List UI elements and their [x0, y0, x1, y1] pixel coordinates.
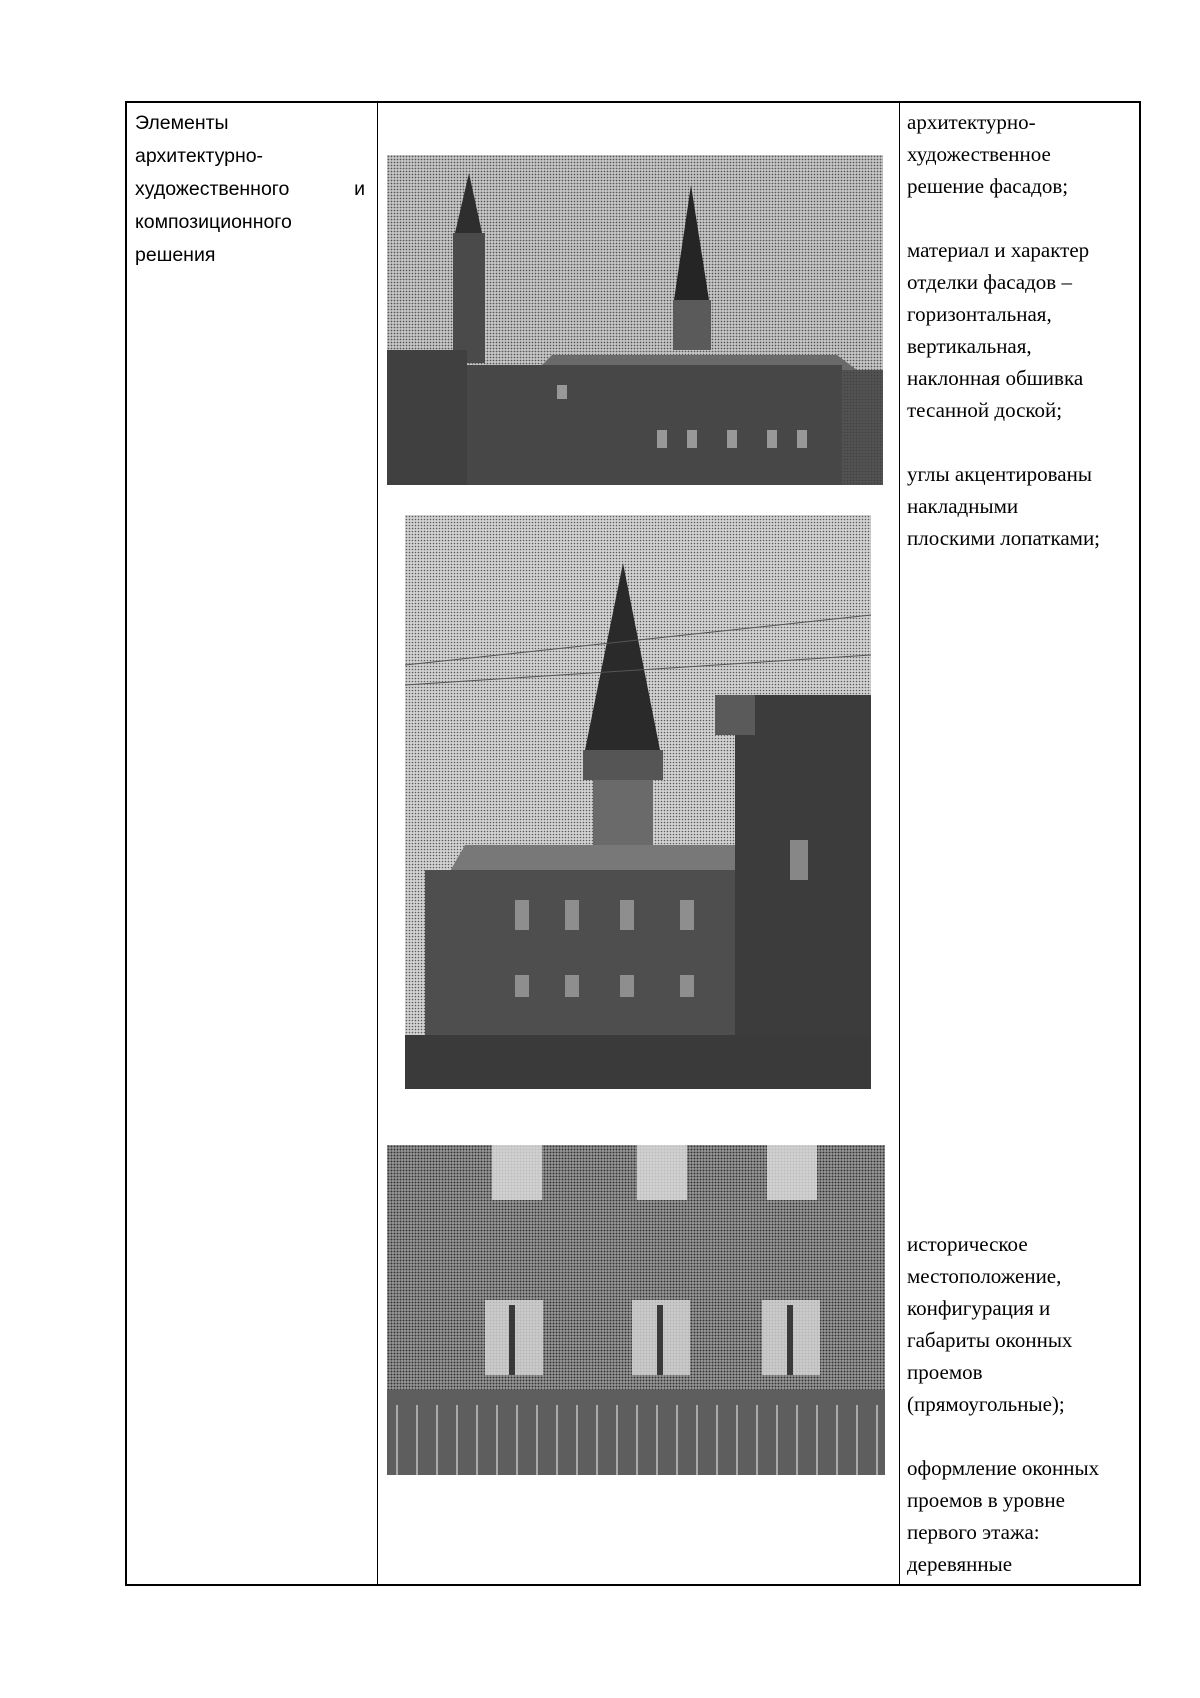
description-line: художественное: [907, 142, 1051, 166]
description-paragraph: [907, 458, 1139, 554]
criterion-word: художественного: [135, 178, 290, 200]
description-line: первого этажа:: [907, 1520, 1040, 1544]
criterion-line: Элементы: [135, 112, 229, 134]
criterion-line-justified: [135, 173, 365, 206]
description-line: местоположение,: [907, 1264, 1062, 1288]
description-line: материал и характер: [907, 238, 1090, 262]
description-line: решение фасадов;: [907, 174, 1069, 198]
description-line: деревянные: [907, 1552, 1013, 1576]
description-line: (прямоугольные);: [907, 1392, 1065, 1416]
photo-mosque-two-minarets-drawing: [387, 155, 883, 485]
document-table: [125, 101, 1141, 1586]
photo-mosque-minaret-closeup: [405, 515, 871, 1089]
column-divider-right: [899, 103, 900, 1584]
column-divider-left: [377, 103, 378, 1584]
description-line: тесанной доской;: [907, 398, 1063, 422]
description-line: проемов: [907, 1360, 983, 1384]
criterion-line: архитектурно-: [135, 145, 264, 167]
description-line: углы акцентированы: [907, 462, 1092, 486]
description-line: проемов в уровне: [907, 1488, 1065, 1512]
description-line: накладными: [907, 494, 1019, 518]
photo-facade-windows-drawing: [387, 1145, 885, 1475]
criterion-conjunction: и: [354, 178, 365, 200]
description-line: отделки фасадов –: [907, 270, 1072, 294]
photo-mosque-minaret-closeup-drawing: [405, 515, 871, 1089]
description-line: архитектурно-: [907, 110, 1036, 134]
description-line: вертикальная,: [907, 334, 1032, 358]
description-paragraph: [907, 234, 1139, 426]
description-line: наклонная обшивка: [907, 366, 1084, 390]
description-bottom: [907, 1228, 1139, 1580]
description-top: [907, 106, 1139, 554]
description-paragraph: [907, 106, 1139, 202]
description-line: габариты оконных: [907, 1328, 1073, 1352]
criterion-line: решения: [135, 244, 216, 266]
description-line: историческое: [907, 1232, 1028, 1256]
description-line: горизонтальная,: [907, 302, 1052, 326]
photo-mosque-two-minarets: [387, 155, 883, 485]
description-paragraph: [907, 1228, 1139, 1420]
description-paragraph: [907, 1452, 1139, 1580]
description-line: оформление оконных: [907, 1456, 1100, 1480]
criterion-label: [135, 107, 365, 272]
criterion-line: композиционного: [135, 211, 292, 233]
photo-facade-windows: [387, 1145, 885, 1475]
description-line: плоскими лопатками;: [907, 526, 1101, 550]
description-line: конфигурация и: [907, 1296, 1051, 1320]
